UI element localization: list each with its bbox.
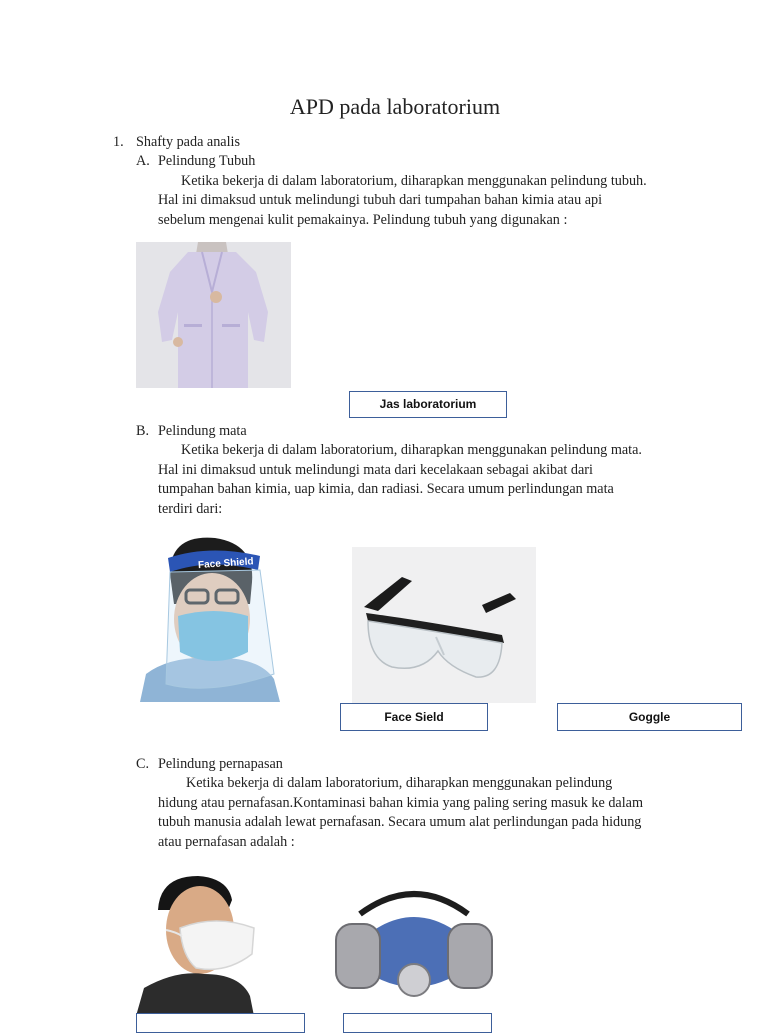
part-c-line-1: Ketika bekerja di dalam laboratorium, diharapkan menggunakan pelindung [186,775,613,791]
part-a-line-2: Hal ini dimaksud untuk melindungi tubuh dari tumpahan bahan kimia atau api [158,192,603,208]
goggles-image [352,547,536,703]
part-a-letter: A. [136,153,150,169]
caption-box-respirator [343,1013,492,1033]
part-a-line-3: sebelum mengenai kulit pemakainya. Pelindung tubuh yang digunakan : [158,212,568,228]
page-title: APD pada laboratorium [289,94,501,119]
part-b-line-2: Hal ini dimaksud untuk melindungi mata dari kecelakaan sebagai akibat dari [158,462,593,478]
n95-mask-image [136,870,304,1016]
part-c-heading: Pelindung pernapasan [158,756,283,772]
part-b-letter: B. [136,423,150,439]
lab-coat-image [136,242,291,388]
part-b-line-1: Ketika bekerja di dalam laboratorium, diharapkan menggunakan pelindung mata. [181,442,642,458]
part-a-line-1: Ketika bekerja di dalam laboratorium, diharapkan menggunakan pelindung tubuh. [181,173,647,189]
list-number: 1. [113,134,124,150]
part-c-letter: C. [136,756,150,772]
face-shield-image [140,534,280,702]
part-c-line-3: tubuh manusia adalah lewat pernafasan. Secara umum alat perlindungan pada hidung [158,814,642,830]
caption-lab-coat: Jas laboratorium [349,391,507,418]
part-b-heading: Pelindung mata [158,423,247,439]
caption-box-mask [136,1013,305,1033]
caption-face-shield: Face Sield [340,703,488,731]
section-heading: Shafty pada analis [136,134,241,150]
caption-goggle: Goggle [557,703,742,731]
part-c-line-4: atau pernafasan adalah : [158,834,295,850]
part-c-line-2: hidung atau pernafasan.Kontaminasi bahan kimia yang paling sering masuk ke dalam [158,795,643,811]
part-a-heading: Pelindung Tubuh [158,153,256,169]
respirator-image [330,874,498,1012]
part-b-line-4: terdiri dari: [158,501,223,517]
face-shield-label: Face Shield [197,556,254,572]
part-b-line-3: tumpahan bahan kimia, uap kimia, dan radiasi. Secara umum perlindungan mata [158,481,614,497]
